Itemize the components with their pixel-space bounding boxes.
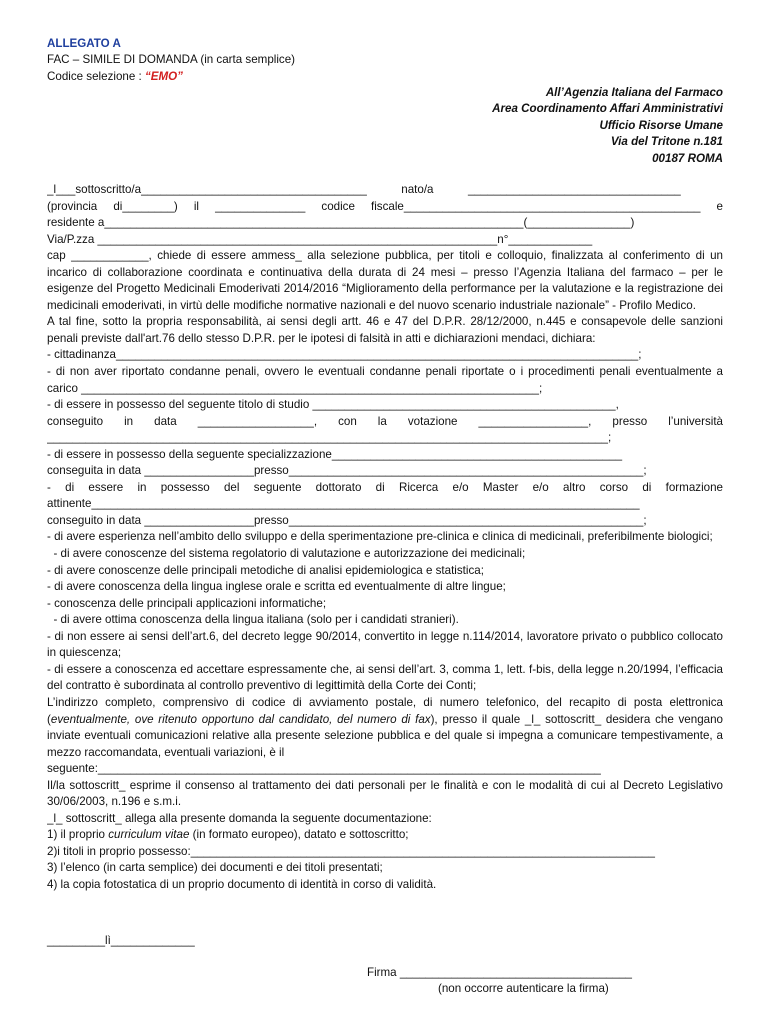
doc1-italic: curriculum vitae <box>108 828 190 842</box>
inglese-item: - di avere conoscenza della lingua inglese orale e scritta ed eventualmente di altre lingue; <box>47 580 506 594</box>
statistica-item: - di avere conoscenze delle principali metodiche di analisi epidemiologica e statistica; <box>47 563 484 577</box>
italiana-item: - di avere ottima conoscenza della lingua italiana (solo per i candidati stranieri). <box>47 613 459 627</box>
cittadinanza-line: - cittadinanza_________________________________________________________________________________; <box>47 348 642 362</box>
signature-note: (non occorre autenticare la firma) <box>438 982 609 995</box>
specializzazione-line: - di essere in possesso della seguente specializzazione_____________________________________________ <box>47 447 623 461</box>
nato-label: nato/a <box>401 183 434 196</box>
doc1-text-2: (in formato europeo), datato e sottoscritto; <box>189 828 409 842</box>
indirizzo-italic: eventualmente, ove ritenuto opportuno dal candidato, del numero di fax <box>50 712 431 726</box>
universita-line: _______________________________________________________________________________________; <box>47 431 612 445</box>
signature-line: Firma ____________________________________ <box>367 966 632 979</box>
nato-field: _________________________________ <box>467 183 681 196</box>
residente-line: residente a_________________________________________________________________(________________) <box>47 216 635 230</box>
applicant-name-line <box>47 182 723 199</box>
form-body <box>47 182 723 894</box>
dottorato-conseguito-line: conseguito in data _________________presso_______________________________________________________; <box>47 513 647 527</box>
doc1-text: 1) il proprio <box>47 828 109 842</box>
indirizzo-paragraph <box>47 695 723 761</box>
titolo-conseguito-line: conseguito in data __________________, con la votazione _________________, presso l’università <box>47 414 723 428</box>
request-paragraph: cap ____________, chiede di essere ammess_ alla selezione pubblica, per titoli e colloquio, finalizzata al conferimento di un incarico di collaborazione coordinata e continuativa della durata di 24 mesi – presso l’Agenzia Italiana del farmaco – per le esigenze del Progetto Medicinali Emoderivati 2014/2016 “Miglioramento della performance per la valutazione e la registrazione dei medicinali emoderivati, in virtù delle modifiche normative nazionali e del nuovo scenario industriale nazionale” - Profilo Medico. <box>47 249 723 312</box>
dottorato-line: - di essere in possesso del seguente dottorato di Ricerca e/o Master e/o altro corso di formazione <box>47 480 723 494</box>
seguente-line: seguente:______________________________________________________________________________ <box>47 762 601 776</box>
recipient-line: Ufficio Risorse Umane <box>599 118 723 132</box>
recipient-address <box>492 85 723 167</box>
recipient-line: All’Agenzia Italiana del Farmaco <box>545 86 723 99</box>
provincia-line <box>47 199 723 216</box>
document-item-1 <box>47 827 723 844</box>
recipient-line: Via del Tritone n.181 <box>610 135 723 149</box>
specializzazione-conseguita-line: conseguita in data _________________presso_______________________________________________________; <box>47 464 647 478</box>
codice-value: “EMO” <box>144 69 183 83</box>
provincia-text: (provincia di________) il ______________ codice fiscale______________________________________________ <box>47 199 701 213</box>
allega-line: _l_ sottoscritt_ allega alla presente domanda la seguente documentazione: <box>47 811 432 825</box>
codice-label: Codice selezione : <box>47 69 145 83</box>
document-item-3: 3) l’elenco (in carta semplice) dei documenti e dei titoli presentati; <box>47 861 383 875</box>
quiescenza-item: - di non essere ai sensi dell’art.6, del decreto legge 90/2014, convertito in legge n.114/2014, lavoratore privato o pubblico collocato in quiescenza; <box>47 629 723 660</box>
sottoscritto-field: _l___sottoscritto/a___________________________________ <box>47 183 367 196</box>
consenso-paragraph: Il/la sottoscritt_ esprime il consenso al trattamento dei dati personali per le finalità e con le modalità di cui al Decreto Legislativo 30/06/2003, n.196 e s.m.i. <box>47 778 723 809</box>
provincia-e: e <box>716 199 723 213</box>
codice-selezione <box>47 69 295 85</box>
via-line: Via/P.zza ______________________________________________________________n°_____________ <box>47 232 593 246</box>
esperienza-item: - di avere esperienza nell’ambito dello sviluppo e della sperimentazione pre-clinica e clinica di medicinali, preferibilmente biologici; <box>47 530 713 544</box>
dottorato-attinente-line: attinente_____________________________________________________________________________________ <box>47 497 640 511</box>
place-date-line: _________lì_____________ <box>47 934 195 947</box>
allegato-label: ALLEGATO A <box>47 37 121 50</box>
document-header <box>47 36 295 85</box>
declaration-paragraph: A tal fine, sotto la propria responsabilità, ai sensi degli artt. 46 e 47 del D.P.R. 28/12/2000, n.445 e consapevole delle sanzioni penali previste dall'art.76 dello stesso D.P.R. per le ipotesi di falsità in atti e dichiarazioni mendaci, dichiara: <box>47 315 723 345</box>
indirizzo-text-2: ), presso il quale _l_ sottoscritt_ desidera che vengano inviate eventuali comunicazioni relative alla presente selezione pubblica e del quale si impegna a comunicare tempestivamente, a mezzo raccomandata, eventuali variazioni, è il <box>47 712 723 759</box>
fac-simile-title: FAC – SIMILE DI DOMANDA (in carta semplice) <box>47 53 296 67</box>
recipient-line: 00187 ROMA <box>652 151 723 165</box>
regolatorio-item: - di avere conoscenze del sistema regolatorio di valutazione e autorizzazione dei medicinali; <box>47 547 526 561</box>
titolo-studio-line: - di essere in possesso del seguente titolo di studio _______________________________________________, <box>47 398 619 412</box>
informatiche-item: - conoscenza delle principali applicazioni informatiche; <box>47 596 327 610</box>
corte-conti-item: - di essere a conoscenza ed accettare espressamente che, ai sensi dell’art. 3, comma 1, lett. f-bis, della legge n.20/1994, l’efficacia del contratto è subordinata al controllo preventivo di legittimità della Corte dei Conti; <box>47 662 723 693</box>
document-item-2: 2)i titoli in proprio possesso:________________________________________________________________________ <box>47 844 655 858</box>
indirizzo-text: L’indirizzo completo, comprensivo di codice di avviamento postale, di numero telefonico, del recapito di posta elettronica ( <box>47 695 723 726</box>
document-item-4: 4) la copia fotostatica di un proprio documento di identità in corso di validità. <box>47 877 437 891</box>
recipient-line: Area Coordinamento Affari Amministrativi <box>492 102 723 116</box>
condanne-item: - di non aver riportato condanne penali, ovvero le eventuali condanne penali riportate o i procedimenti penali eventualmente a carico _______________________________________________________________________; <box>47 365 723 395</box>
